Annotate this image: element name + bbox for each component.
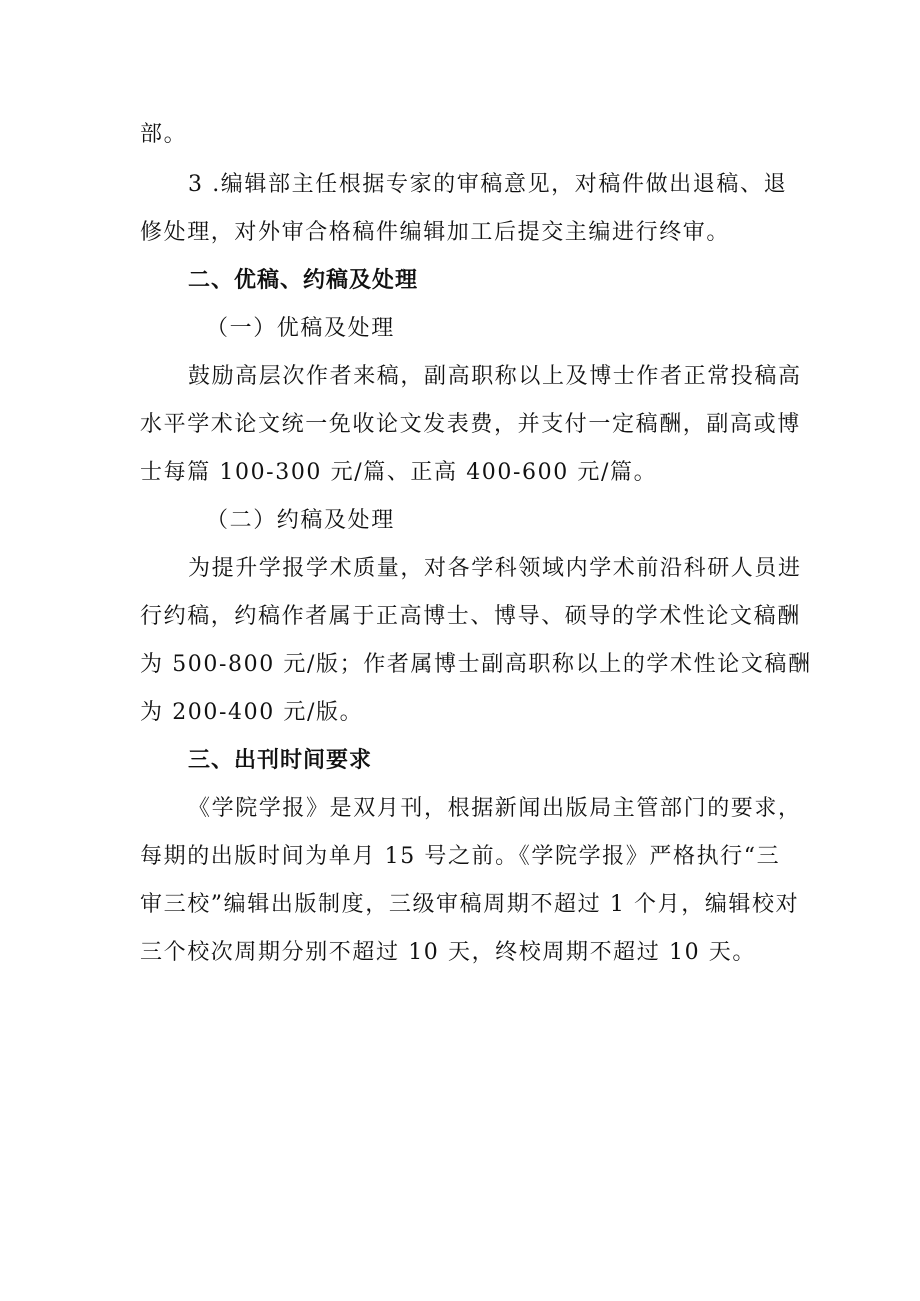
section-heading-3: 三、出刊时间要求 (188, 748, 373, 773)
paragraph-line: 为 500-800 元/版；作者属博士副高职称以上的学术性论文稿酬 (140, 652, 812, 677)
paragraph-line: 每期的出版时间为单月 15 号之前。《学院学报》严格执行“三 (140, 844, 781, 869)
section-heading-2: 二、优稿、约稿及处理 (188, 268, 419, 293)
paragraph-line: 《学院学报》是双月刊，根据新闻出版局主管部门的要求， (188, 796, 802, 821)
paragraph-continuation-line: 部。 (140, 122, 188, 147)
paragraph-line: 审三校”编辑出版制度，三级审稿周期不超过 1 个月，编辑校对 (140, 892, 800, 917)
paragraph-line: 修处理，对外审合格稿件编辑加工后提交主编进行终审。 (140, 220, 731, 245)
paragraph-line: 三个校次周期分别不超过 10 天，终校周期不超过 10 天。 (140, 940, 756, 965)
paragraph-line: 行约稿，约稿作者属于正高博士、博导、硕导的学术性论文稿酬 (140, 604, 801, 629)
paragraph-line: 鼓励高层次作者来稿，副高职称以上及博士作者正常投稿高 (188, 364, 802, 389)
paragraph-line: 为 200-400 元/版。 (140, 700, 364, 725)
paragraph-line: 士每篇 100-300 元/篇、正高 400-600 元/篇。 (140, 460, 658, 485)
paragraph-line: 水平学术论文统一免收论文发表费，并支付一定稿酬，副高或博 (140, 412, 801, 437)
paragraph-line: 为提升学报学术质量，对各学科领域内学术前沿科研人员进 (188, 556, 802, 581)
paragraph-line: 3 .编辑部主任根据专家的审稿意见，对稿件做出退稿、退 (188, 172, 788, 197)
subsection-heading-2: （二）约稿及处理 (206, 508, 395, 533)
subsection-heading-1: （一）优稿及处理 (206, 316, 395, 341)
